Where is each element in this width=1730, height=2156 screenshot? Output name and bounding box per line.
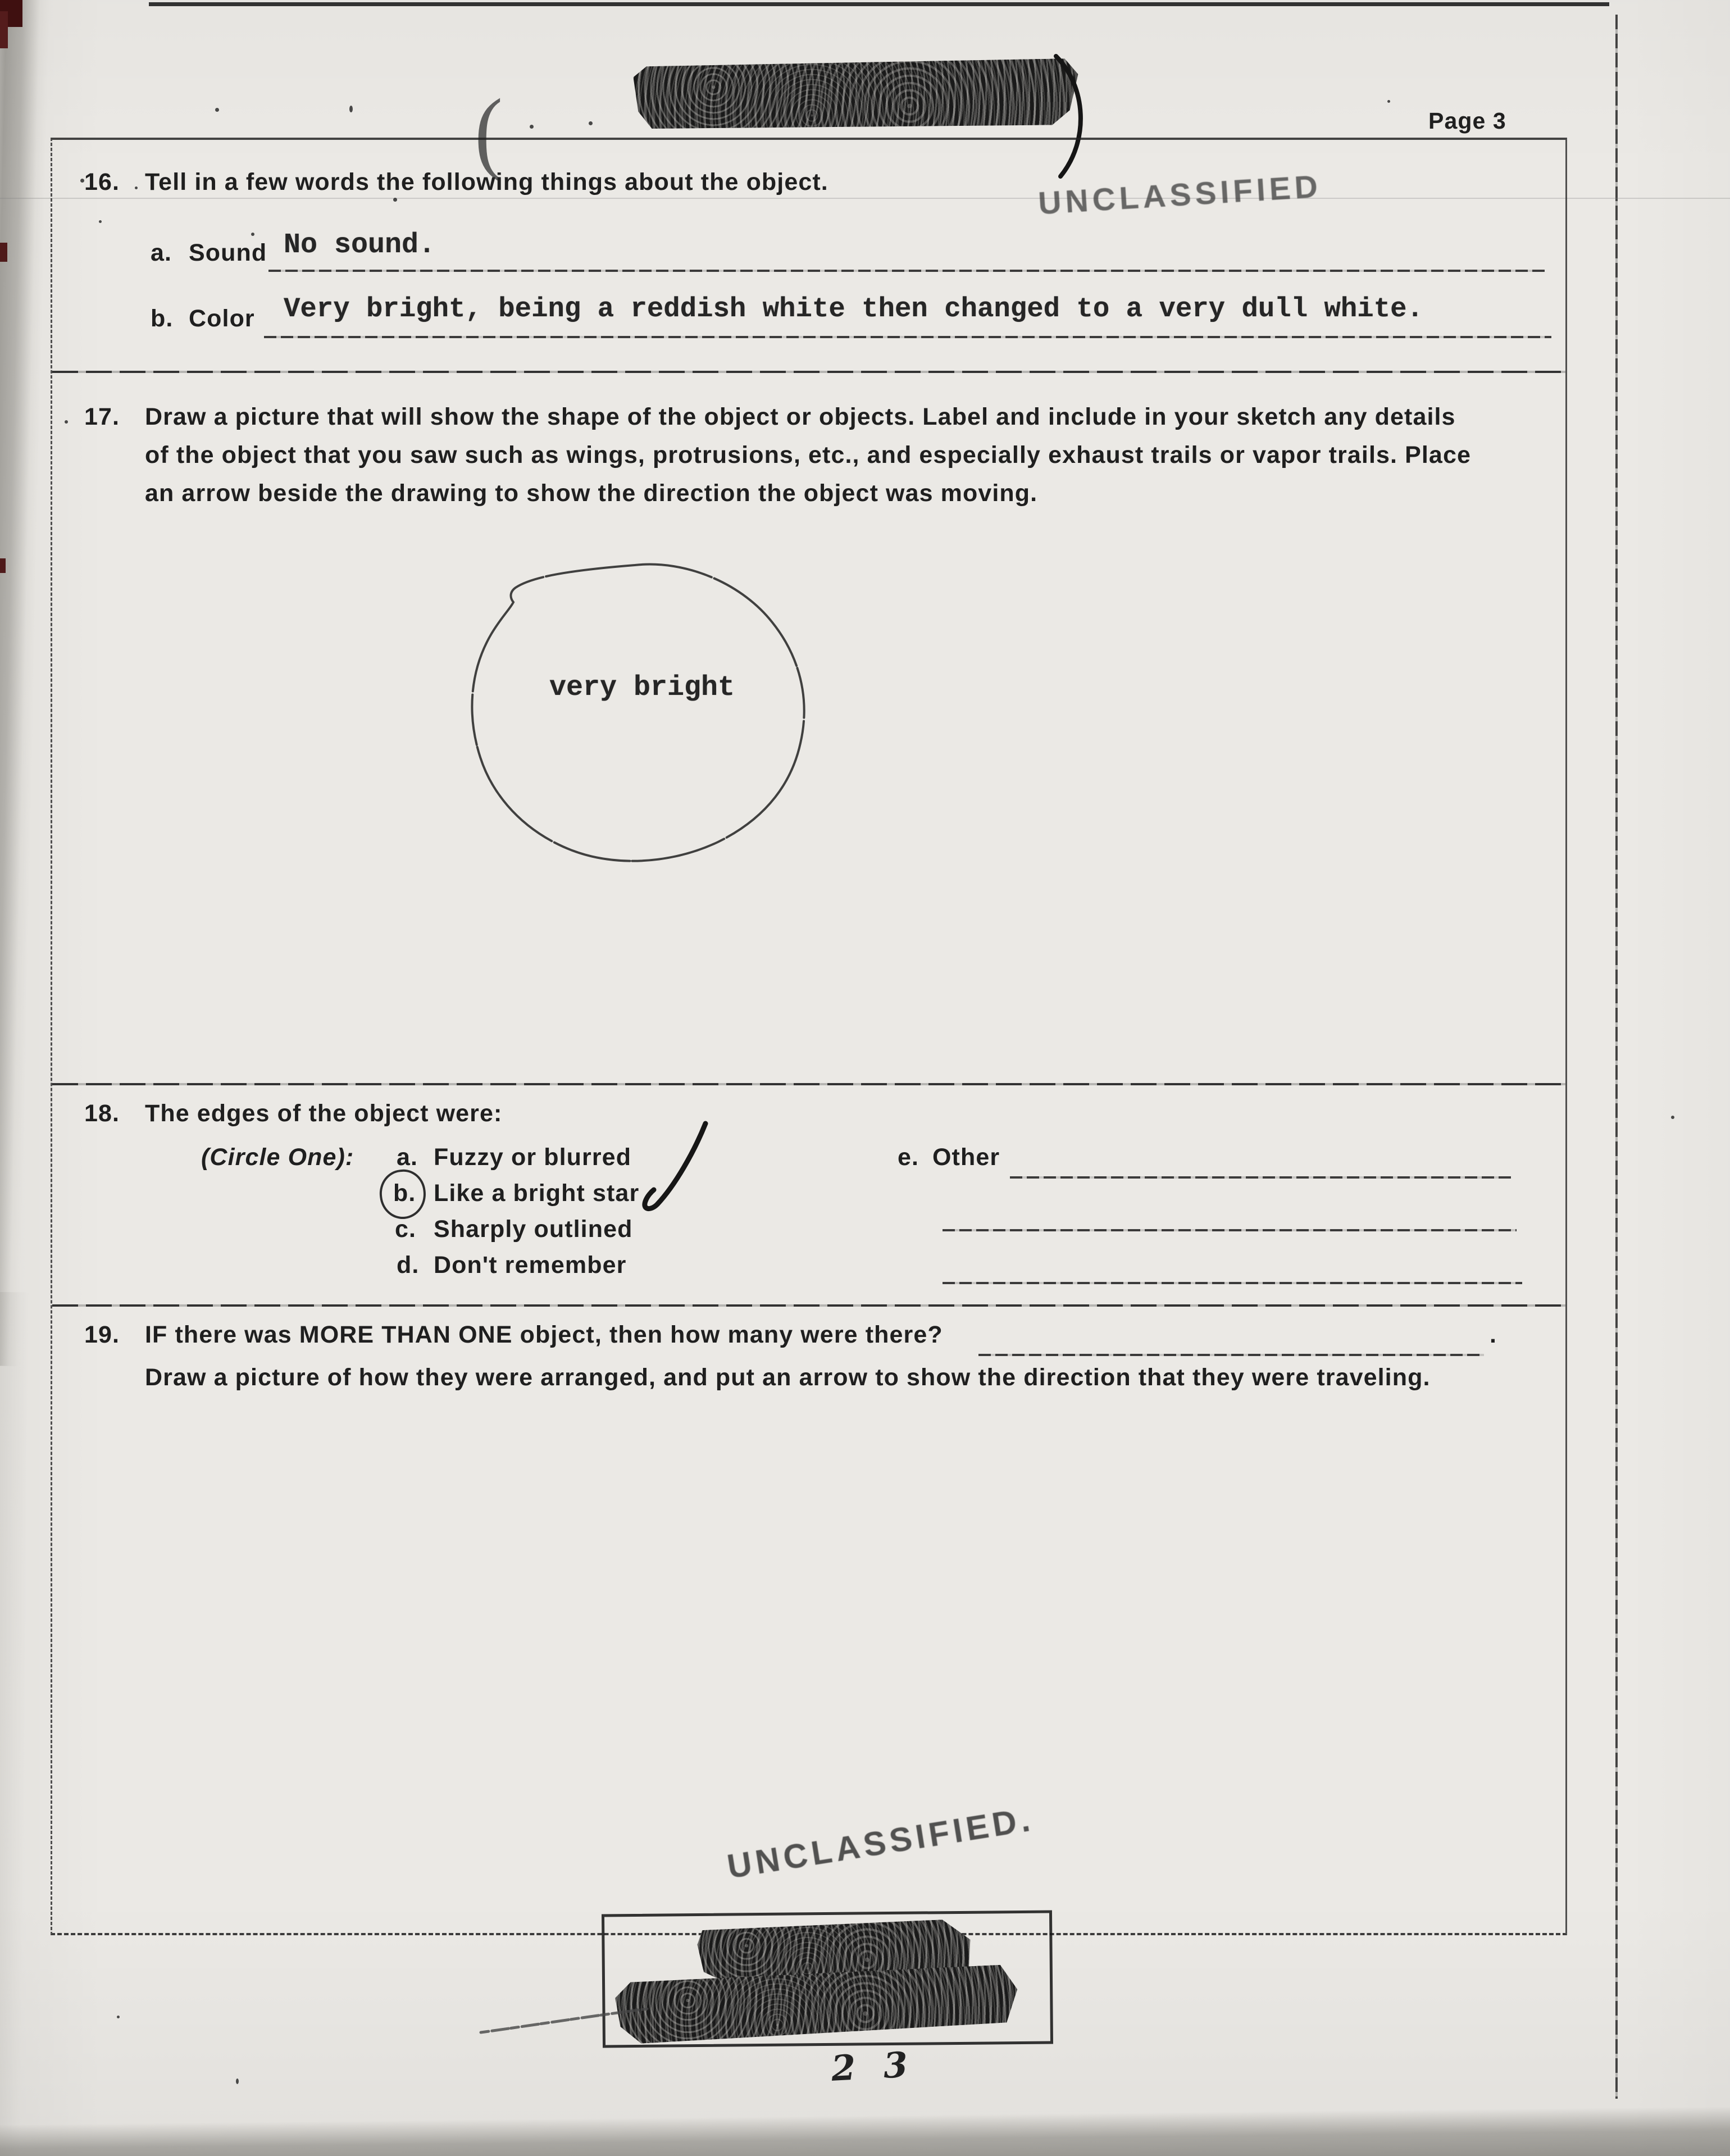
q17-text-line2: of the object that you saw such as wings, protrusions, etc., and especially exhaust trails or vapor trails. Place: [145, 442, 1471, 469]
q16b-answer-line: [264, 336, 1551, 338]
q18-circle-one-instruction: (Circle One):: [201, 1144, 354, 1171]
q18-option-b-letter: b.: [393, 1180, 416, 1207]
q16-number: 16.: [84, 169, 120, 195]
q18-option-c-letter: c.: [395, 1216, 417, 1243]
ink-speck: [117, 2016, 120, 2018]
q18-option-d-label: Don't remember: [434, 1252, 627, 1279]
pencil-line: [477, 1998, 652, 2040]
q16-text: Tell in a few words the following things about the object.: [145, 169, 828, 195]
ink-speck: [236, 2078, 239, 2084]
q18-option-a-letter: a.: [397, 1144, 418, 1171]
q16a-answer: No sound.: [284, 229, 436, 261]
q18-option-b-label: Like a bright star: [434, 1180, 640, 1207]
redaction-bar-top: [633, 58, 1079, 131]
q18-other-label: Other: [932, 1144, 1000, 1171]
q18-option-a-label: Fuzzy or blurred: [434, 1144, 632, 1171]
q18-number: 18.: [84, 1100, 120, 1127]
q18-other-line2: [943, 1229, 1517, 1231]
scanner-edge-shadow-left-lower: [0, 1292, 29, 2156]
q16a-letter: a.: [151, 239, 172, 266]
handwritten-page-count: 2 3: [830, 2044, 917, 2089]
ink-speck: [530, 125, 534, 129]
scanner-edge-shadow-bottom: [0, 2107, 1730, 2156]
q19-line1-period: .: [1490, 1321, 1497, 1348]
q16b-label: Color: [189, 305, 255, 332]
edge-ink-mark: [0, 11, 8, 48]
edge-ink-mark: [0, 243, 7, 262]
ink-speck: [215, 108, 219, 112]
q16a-answer-line: [268, 270, 1545, 272]
q18-option-c-label: Sharply outlined: [434, 1216, 633, 1243]
q19-answer-line: [978, 1354, 1484, 1356]
q19-text-line1: IF there was MORE THAN ONE object, then how many were there?: [145, 1321, 943, 1348]
q17-text-line3: an arrow beside the drawing to show the direction the object was moving.: [145, 480, 1038, 507]
object-sketch-circle: [449, 544, 820, 881]
q19-number: 19.: [84, 1321, 120, 1348]
stray-paren-mark: (: [475, 80, 503, 183]
section-divider: [52, 1083, 1565, 1085]
q18-text: The edges of the object were:: [145, 1100, 503, 1127]
right-margin-line: [1615, 15, 1618, 2099]
q16b-answer: Very bright, being a reddish white then changed to a very dull white.: [284, 293, 1423, 325]
unclassified-stamp-bottom: UNCLASSIFIED.: [725, 1800, 1036, 1886]
scanner-edge-shadow-left: [0, 0, 51, 1366]
q18-other-line3: [943, 1282, 1522, 1284]
q17-number: 17.: [84, 403, 120, 430]
page-number: Page 3: [1428, 108, 1506, 134]
q18-option-d-letter: d.: [397, 1252, 420, 1279]
q19-text-line2: Draw a picture of how they were arranged, and put an arrow to show the direction that they were traveling.: [145, 1364, 1431, 1391]
q16b-letter: b.: [151, 305, 174, 332]
top-edge-line: [149, 2, 1609, 6]
unclassified-stamp-top: UNCLASSIFIED: [1037, 168, 1323, 222]
section-divider: [52, 1304, 1565, 1307]
ink-speck: [1671, 1116, 1674, 1119]
q18-other-line: [1010, 1176, 1511, 1179]
sketch-label: very bright: [549, 672, 735, 704]
edge-ink-mark: [0, 558, 6, 573]
ink-speck: [589, 121, 593, 125]
q17-text-line1: Draw a picture that will show the shape of the object or objects. Label and include in your sketch any details: [145, 403, 1456, 430]
ink-speck: [1387, 100, 1390, 103]
checkmark: [628, 1119, 718, 1220]
q16a-label: Sound: [189, 239, 267, 266]
q18-other-letter: e.: [898, 1144, 919, 1171]
ink-speck: [349, 106, 353, 112]
section-divider: [52, 371, 1565, 373]
